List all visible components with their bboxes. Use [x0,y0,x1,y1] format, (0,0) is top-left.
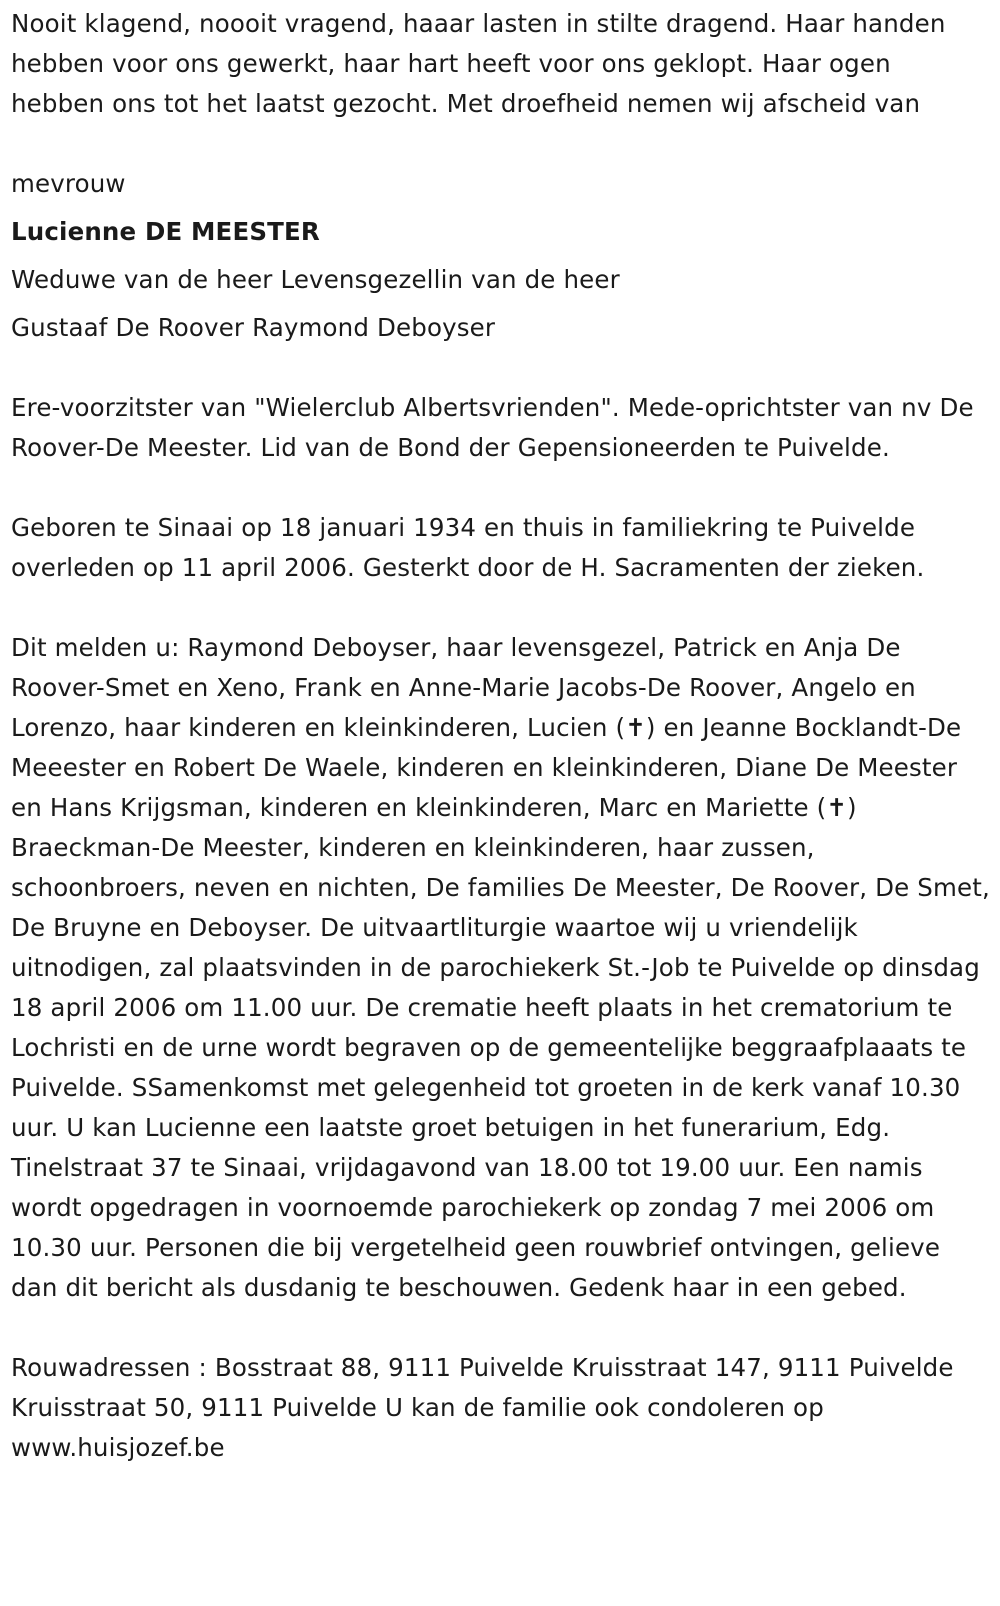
partners-line: Gustaaf De Roover Raymond Deboyser [11,313,496,342]
deceased-name: Lucienne DE MEESTER [11,217,320,246]
title-prefix: mevrouw [11,169,126,198]
roles-paragraph: Ere-voorzitster van "Wielerclub Albertsvrienden". Mede-oprichtster van nv De Roover-De Meester. Lid van de Bond der Gepensioneerden te Puivelde. [11,393,974,462]
birth-death-paragraph: Geboren te Sinaai op 18 januari 1934 en thuis in familiekring te Puivelde overleden op 11 april 2006. Gesterkt door de H. Sacramenten der zieken. [11,513,925,582]
intro-paragraph: Nooit klagend, noooit vragend, haaar lasten in stilte dragend. Haar handen hebben voor ons gewerkt, haar hart heeft voor ons geklopt. Haar ogen hebben ons tot het laatst gezocht. Met droefheid nemen wij afscheid van [11,9,946,118]
addresses-paragraph: Rouwadressen : Bosstraat 88, 9111 Puivelde Kruisstraat 147, 9111 Puivelde Kruisstraat 50, 9111 Puivelde U kan de familie ook condoleren op www.huisjozef.be [11,1353,954,1462]
announcement-paragraph: Dit melden u: Raymond Deboyser, haar levensgezel, Patrick en Anja De Roover-Smet en Xeno, Frank en Anne-Marie Jacobs-De Roover, Angelo en Lorenzo, haar kinderen en kleinkinderen, Lucien (✝) en Jeanne Bocklandt-De Meeester en Robert De Waele, kinderen en kleinkinderen, Diane De Meester en Hans Krijgsman, kinderen en kleinkinderen, Marc en Mariette (✝) Braeckman-De Meester, kinderen en kleinkinderen, haar zussen, schoonbroers, neven en nichten, De families De Meester, De Roover, De Smet, De Bruyne en Deboyser. De uitvaartliturgie waartoe wij u vriendelijk uitnodigen, zal plaatsvinden in de parochiekerk St.-Job te Puivelde op dinsdag 18 april 2006 om 11.00 uur. De crematie heeft plaats in het crematorium te Lochristi en de urne wordt begraven op de gemeentelijke beggraafplaaats te Puivelde. SSamenkomst met gelegenheid tot groeten in de kerk vanaf 10.30 uur. U kan Lucienne een laatste groet betuigen in het funerarium, Edg. Tinelstraat 37 te Sinaai, vrijdagavond van 18.00 tot 19.00 uur. Een namis wordt opgedragen in voornoemde parochiekerk op zondag 7 mei 2006 om 10.30 uur. Personen die bij vergetelheid geen rouwbrief ontvingen, gelieve dan dit bericht als dusdanig te beschouwen. Gedenk haar in een gebed. [11,633,990,1302]
relation-line: Weduwe van de heer Levensgezellin van de heer [11,265,620,294]
